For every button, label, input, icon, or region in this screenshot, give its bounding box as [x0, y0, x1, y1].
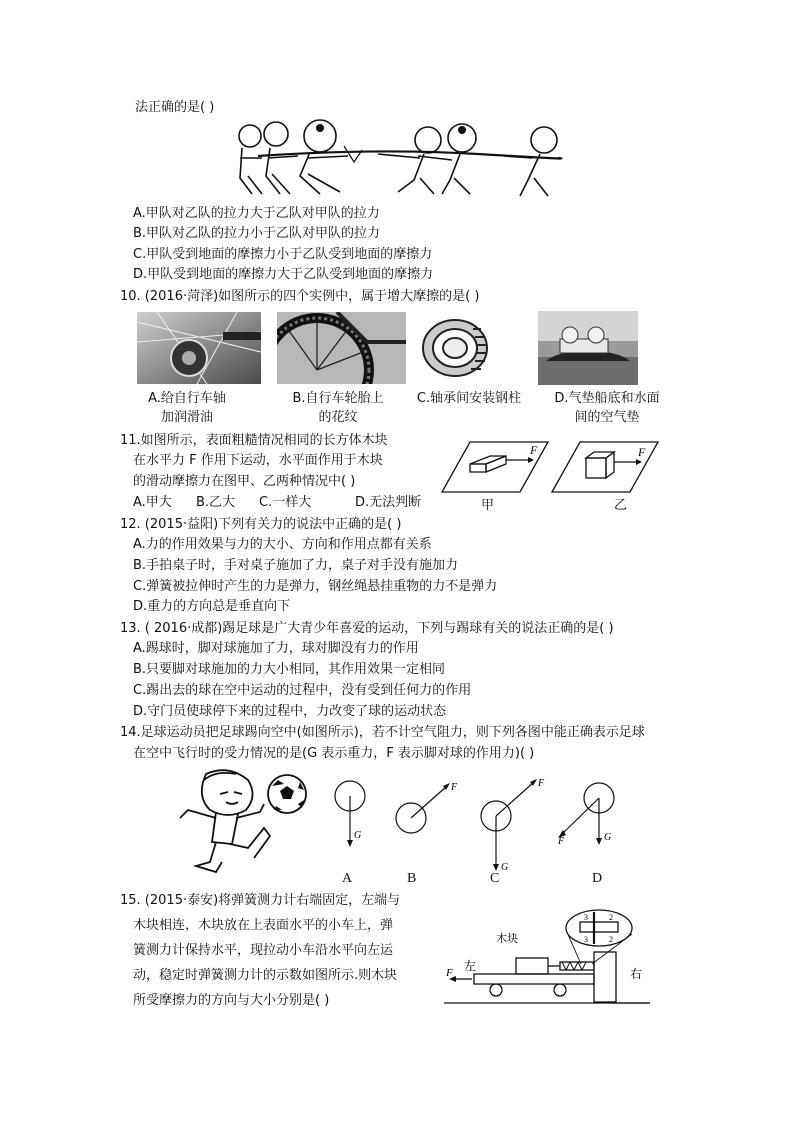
q9-stem-tail: 法正确的是( ) [135, 100, 215, 115]
q10-caption-d-line1: D.气垫船底和水面 [554, 391, 660, 406]
q11-option-c: C.一样大 [259, 495, 312, 510]
option-d-f-label: F [558, 836, 565, 847]
q11-line-2: 在水平力 F 作用下运动，水平面作用于木块 [133, 453, 383, 468]
option-b-f-label: F [451, 782, 458, 793]
label-block: 木块 [496, 932, 518, 945]
q10-caption-a [132, 389, 242, 427]
q10-caption-b [278, 389, 398, 427]
q14-label-d: D [592, 871, 603, 886]
bike-axle-photo [137, 312, 261, 384]
q10-caption-d-line2: 间的空气垫 [574, 410, 640, 425]
q13-option-c: C.踢出去的球在空中运动的过程中，没有受到任何力的作用 [133, 683, 472, 698]
q14-label-a: A [342, 871, 353, 886]
q10-caption-c-line1: C.轴承间安装钢柱 [416, 391, 522, 406]
q12-option-b: B.手拍桌子时，手对桌子施加了力，桌子对手没有施加力 [133, 558, 459, 573]
q11-option-b: B.乙大 [196, 495, 236, 510]
q13-stem: 13. ( 2016·成都)踢足球是广大青少年喜爱的运动，下列与踢球有关的说法正确的是( ) [120, 621, 614, 636]
q11-line-1: 11.如图所示，表面粗糙情况相同的长方体木块 [120, 433, 388, 448]
bearing-photo [419, 315, 491, 381]
label-left: 左 [464, 959, 477, 973]
scale-number-3: 3 [584, 935, 588, 944]
q9-option-a: A.甲队对乙队的拉力大于乙队对甲队的拉力 [133, 206, 380, 221]
q9-option-d: D.甲队受到地面的摩擦力大于乙队受到地面的摩擦力 [133, 267, 434, 282]
q10-caption-c [410, 389, 528, 408]
q14-line-2: 在空中飞行时的受力情况的是(G 表示重力，F 表示脚对球的作用力)( ) [133, 746, 535, 761]
hovercraft-photo [538, 311, 638, 385]
q10-caption-b-line1: B.自行车轮胎上 [292, 391, 384, 406]
q14-label-b: B [407, 871, 417, 886]
q11-option-a: A.甲大 [133, 495, 172, 510]
q12-option-d: D.重力的方向总是垂直向下 [133, 599, 291, 614]
q13-option-d: D.守门员使球停下来的过程中，力改变了球的运动状态 [133, 704, 447, 719]
option-c-g-label: G [501, 862, 509, 873]
option-a-g-label: G [354, 830, 362, 841]
option-d-g-label: G [604, 832, 612, 843]
block-force-diagram [440, 438, 690, 498]
q15-line-5: 所受摩擦力的方向与大小分别是( ) [133, 993, 330, 1008]
option-c-f-label: F [538, 778, 545, 789]
bike-tire-photo [277, 312, 406, 384]
force-options-figure [320, 770, 640, 880]
q10-caption-b-line2: 的花纹 [318, 410, 358, 425]
q14-line-1: 14.足球运动员把足球踢向空中(如图所示)，若不计空气阻力，则下列各图中能正确表示足球 [120, 725, 645, 740]
q12-stem: 12. (2015·益阳)下列有关力的说法中正确的是( ) [120, 517, 402, 532]
q12-option-c: C.弹簧被拉伸时产生的力是弹力，钢丝绳悬挂重物的力不是弹力 [133, 579, 498, 594]
label-jia: 甲 [481, 498, 495, 513]
force-label-yi: F [638, 445, 646, 459]
q11-line-3: 的滑动摩擦力在图甲、乙两种情况中( ) [133, 474, 356, 489]
q13-option-a: A.踢球时，脚对球施加了力，球对脚没有力的作用 [133, 641, 419, 656]
q10-stem: 10. (2016·菏泽)如图所示的四个实例中，属于增大摩擦的是( ) [120, 289, 480, 304]
q9-option-b: B.甲队对乙队的拉力小于乙队对甲队的拉力 [133, 226, 381, 241]
q15-line-1: 15. (2015·泰安)将弹簧测力计右端固定，左端与 [120, 893, 401, 908]
q12-option-a: A.力的作用效果与力的大小、方向和作用点都有关系 [133, 537, 432, 552]
spring-scale-cart-figure [444, 904, 654, 1010]
label-right: 右 [630, 967, 643, 981]
label-pull-force: F [446, 967, 453, 979]
tug-of-war-figure [228, 118, 568, 202]
q14-label-c: C [490, 871, 500, 886]
scale-number-1: 3 [584, 913, 588, 922]
q15-line-4: 动，稳定时弹簧测力计的示数如图所示.则木块 [133, 968, 398, 983]
q11-option-d: D.无法判断 [355, 495, 422, 510]
scale-number-2: 2 [609, 913, 613, 922]
q15-line-2: 木块相连，木块放在上表面水平的小车上，弹 [133, 918, 394, 933]
scale-number-4: 2 [609, 935, 613, 944]
q9-option-c: C.甲队受到地面的摩擦力小于乙队受到地面的摩擦力 [133, 247, 433, 262]
label-yi: 乙 [614, 498, 628, 513]
q15-line-3: 簧测力计保持水平，现拉动小车沿水平向左运 [133, 943, 394, 958]
q10-caption-a-line1: A.给自行车轴 [148, 391, 226, 406]
q10-caption-d [542, 389, 672, 427]
football-player-figure [176, 766, 316, 878]
q10-caption-a-line2: 加润滑油 [160, 410, 213, 425]
soccer-ball [268, 775, 306, 813]
q13-option-b: B.只要脚对球施加的力大小相同，其作用效果一定相同 [133, 662, 446, 677]
force-label-jia: F [530, 443, 538, 457]
